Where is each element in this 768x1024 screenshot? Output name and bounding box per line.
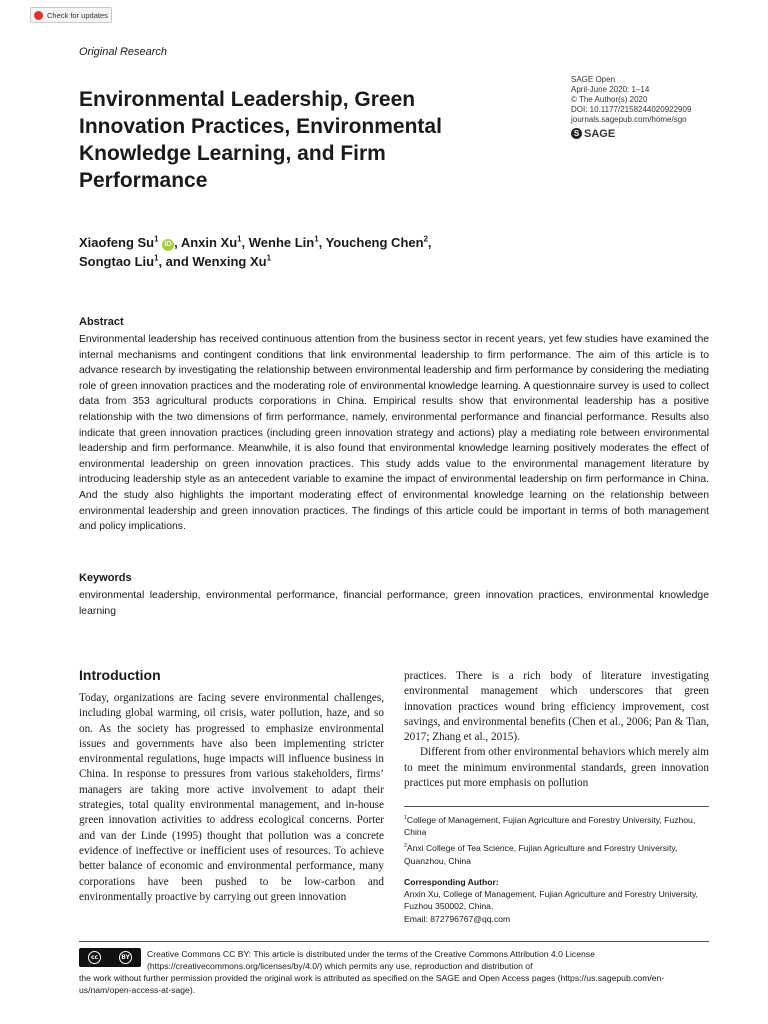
footnote-divider (404, 806, 709, 807)
corresponding-address: Anxin Xu, College of Management, Fujian Agriculture and Forestry University, Fuzhou 350002, China. (404, 889, 699, 912)
abstract-heading: Abstract (79, 316, 124, 328)
body-paragraph: practices. There is a rich body of literature investigating environmental management which underscores that green innovation practices wound bring efficiency improvement, cost savings, and environmental benefits (Chen et al., 2006; Pan & Tian, 2017; Zhang et al., 2015). (404, 670, 709, 744)
introduction-column-2 (404, 669, 709, 791)
journal-copyright: © The Author(s) 2020 (571, 95, 648, 104)
check-for-updates-label: Check for updates (47, 10, 108, 20)
affiliations (404, 814, 709, 871)
body-paragraph: Today, organizations are facing severe environmental challenges, including global warming, oil crisis, water pollution, haze, and so on. As the society has progressed to emphasize environmental issues and governments have also been implementing stricter environmental regulations, huge impacts will influence business in China. In response to pressures from various stakeholders, firms’ managers are taking more active involvement to adapt their strategies, total quality environmental management, and in-house green innovation activities to address ecological concerns. Porter and van der Linde (1995) thought that pollution was a concrete evidence of ineffective or inefficient uses of resources. To achieve better balance of economic and environmental performance, many corporations have been pushed to be low-carbon and environmentally proactive by carrying out green innovation (79, 692, 384, 903)
keywords-text: environmental leadership, environmental performance, financial performance, green innovation practices, environmental knowledge learning (79, 590, 709, 617)
body-paragraph: Different from other environmental behaviors which merely aim to meet the minimum environmental standards, green innovation practices put more emphasis on pollution (404, 746, 709, 790)
license-line-1: Creative Commons CC BY: This article is distributed under the terms of the Creative Commons Attribution 4.0 License (https://creativecommons.org/licenses/by/4.0/) which permits any use, reproduction and distribution of (147, 949, 595, 971)
publisher-logo (571, 128, 691, 139)
corresponding-heading: Corresponding Author: (404, 877, 499, 887)
author-name: Xiaofeng Su (79, 235, 155, 250)
introduction-heading: Introduction (79, 667, 161, 683)
affiliation-2: $^2$Anxi College of Tea Science, Fujian Agriculture and Forestry University, Quanzhou, China (404, 843, 678, 866)
sage-icon: S (571, 128, 582, 139)
keywords-heading: Keywords (79, 572, 132, 584)
journal-url[interactable]: journals.sagepub.com/home/sgo (571, 115, 687, 124)
journal-doi[interactable]: DOI: 10.1177/2158244020922909 (571, 105, 692, 114)
affiliation-1: $^1$College of Management, Fujian Agriculture and Forestry University, Fuzhou, China (404, 815, 696, 838)
introduction-column-1 (79, 691, 384, 905)
crossmark-icon (34, 11, 43, 20)
license-text (79, 948, 709, 996)
author-name: , Youcheng Chen (318, 235, 424, 250)
journal-issue: April-June 2020: 1–14 (571, 85, 650, 94)
corresponding-email[interactable]: Email: 872796767@qq.com (404, 913, 511, 924)
publisher-name: SAGE (584, 127, 616, 140)
orcid-icon[interactable]: iD (162, 239, 174, 251)
author-list: Xiaofeng Su$^1$ iD , Anxin Xu$^1$, Wenhe Lin$^1$, Youcheng Chen$^2$, Songtao Liu$^1$, and Wenxing Xu$^1$ (79, 234, 432, 269)
article-title: Environmental Leadership, Green Innovation Practices, Environmental Knowledge Learning, and Firm Performance (79, 88, 442, 192)
abstract-text: Environmental leadership has received continuous attention from the business sector in recent years, yet few studies have examined the internal mechanisms and contingent conditions that link environmental leadership to firm performance. The aim of this article is to advance research by investigating the relationship between environmental leadership and firm performance by considering the mediating role of green innovation practices and the moderating role of environmental knowledge learning. A questionnaire survey is used to collect data from 353 agricultural products corporations in China. Empirical results show that environmental leadership has a positive relationship with the two dimensions of firm performance, namely, environmental performance and financial performance. Results also indicate that green innovation practices (including green innovation strategy and actions) play a mediating role between environmental leadership and firm performance. Meanwhile, it is also found that environmental knowledge learning positively moderates the effect of environmental leadership on green innovation practices. This study adds value to the environmental management literature by introducing leadership style as an antecedent variable to examine the impact of environmental leadership on firm performance in China. And the study also highlights the important moderating effect of environmental knowledge learning on the relationship between environmental leadership and green innovation practices. The findings of this article could be important in terms of both management and policy implications. (79, 334, 709, 533)
cc-icon: cc (88, 951, 101, 964)
license-line-2: the work without further permission provided the original work is attributed as specified on the SAGE and Open Access pages (https://us.sagepub.com/en-us/nam/open-access-at-sage). (79, 973, 665, 995)
author-name: , Anxin Xu (174, 235, 238, 250)
article-type: Original Research (79, 46, 168, 58)
author-name: Songtao Liu (79, 254, 155, 269)
author-name: , and Wenxing Xu (158, 254, 267, 269)
license-divider (79, 941, 709, 942)
journal-info (571, 75, 691, 139)
corresponding-author (404, 876, 709, 925)
check-for-updates-badge[interactable] (30, 7, 112, 23)
by-icon: BY (119, 951, 132, 964)
journal-name: SAGE Open (571, 75, 616, 84)
author-name: , Wenhe Lin (241, 235, 315, 250)
